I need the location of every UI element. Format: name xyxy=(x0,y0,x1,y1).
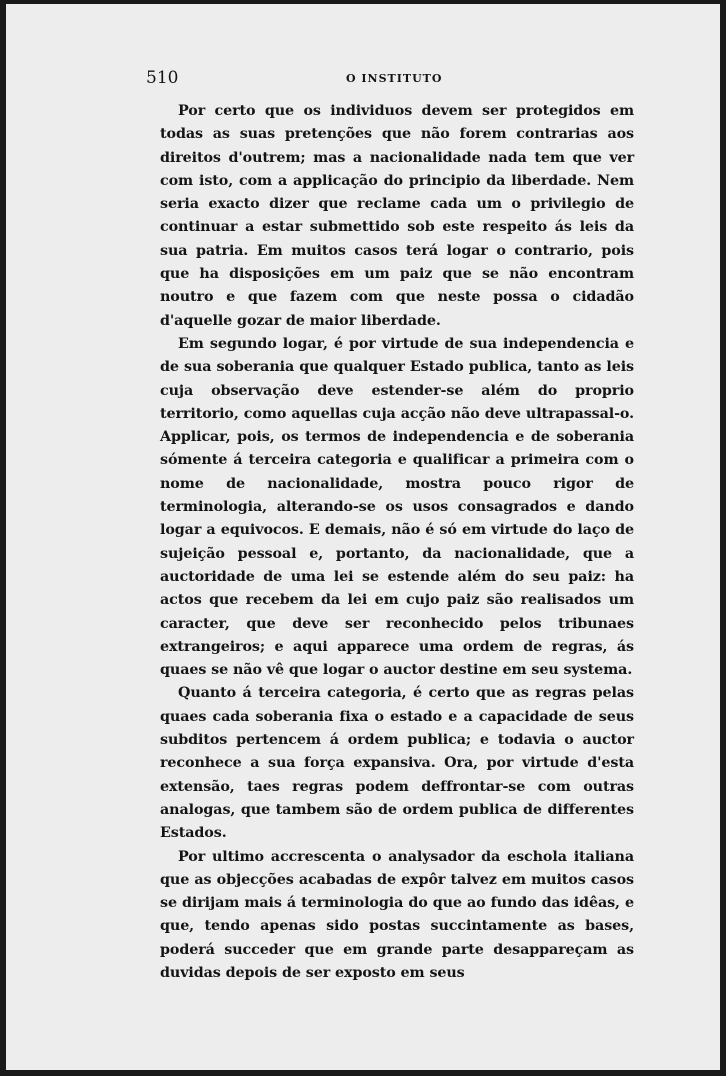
paragraph: Em segundo logar, é por virtude de sua independencia e de sua soberania que qualquer Estado publica, tanto as leis cuja observação deve estender-se além do proprio territorio, como aquellas cuja acção não deve ultrapassal-o. Applicar, pois, os termos de independencia e de soberania sómente á terceira categoria e qualificar a primeira com o nome de nacionalidade, mostra pouco rigor de terminologia, alterando-se os usos consagrados e dando logar a equivocos. E demais, não é só em virtude do laço de sujeição pessoal e, portanto, da nacionalidade, que a auctoridade de uma lei se estende além do seu paiz: ha actos que recebem da lei em cujo paiz são realisados um caracter, que deve ser reconhecido pelos tribunaes extrangeiros; e aqui apparece uma ordem de regras, ás quaes se não vê que logar o auctor destine em seu systema. xyxy=(160,335,634,679)
running-title: O INSTITUTO xyxy=(346,72,443,85)
paragraph: Por ultimo accrescenta o analysador da eschola italiana que as objecções acabadas de expôr talvez em muitos casos se dirijam mais á terminologia do que ao fundo das idêas, e que, tendo apenas sido postas succintamente as bases, poderá succeder que em grande parte desappareçam as duvidas depois de ser exposto em seus xyxy=(160,848,634,981)
page-number: 510 xyxy=(146,68,179,88)
paragraph: Por certo que os individuos devem ser protegidos em todas as suas pretenções que não forem contrarias aos direitos d'outrem; mas a nacionalidade nada tem que ver com isto, com a applicação do principio da liberdade. Nem seria exacto dizer que reclame cada um o privilegio de continuar a estar submettido sob este respeito ás leis da sua patria. Em muitos casos terá logar o contrario, pois que ha disposições em um paiz que se não encontram noutro e que fazem com que neste possa o cidadão d'aquelle gozar de maior liberdade. xyxy=(160,103,634,329)
book-page xyxy=(6,4,720,1070)
paragraph: Quanto á terceira categoria, é certo que as regras pelas quaes cada soberania fixa o estado e a capacidade de seus subditos pertencem á ordem publica; e todavia o auctor reconhece a sua força expansiva. Ora, por virtude d'esta extensão, taes regras podem deffrontar-se com outras analogas, que tambem são de ordem publica de differentes Estados. xyxy=(160,685,634,842)
body-text xyxy=(160,100,634,985)
